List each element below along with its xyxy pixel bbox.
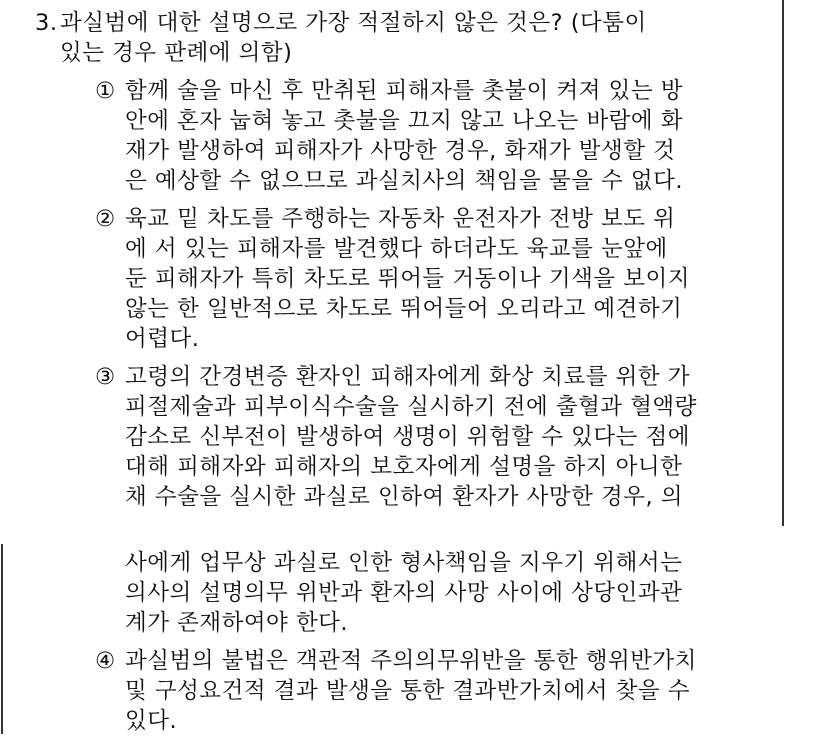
option-text-line: 대해 피해자와 피해자의 보호자에게 설명을 하지 아니한 (125, 454, 683, 480)
option-text-line: 사에게 업무상 과실로 인한 형사책임을 지우기 위해서는 (125, 550, 683, 576)
option-text-line: 은 예상할 수 없으므로 과실치사의 책임을 물을 수 없다. (125, 168, 684, 194)
option-marker: ③ (95, 364, 116, 390)
column-divider-left (1, 544, 3, 734)
question-text-line: 있는 경우 판례에 의함) (60, 40, 293, 66)
question-number: 3. (35, 10, 58, 36)
option-text-line: 채 수술을 실시한 과실로 인하여 환자가 사망한 경우, 의 (125, 484, 684, 510)
option-marker: ① (95, 78, 116, 104)
option-marker: ④ (95, 648, 116, 674)
option-text-line: 재가 발생하여 피해자가 사망한 경우, 화재가 발생할 것 (125, 138, 676, 164)
option-text-line: 및 구성요건적 결과 발생을 통한 결과반가치에서 찾을 수 (125, 678, 690, 704)
option-text-line: 피절제술과 피부이식수술을 실시하기 전에 출혈과 혈액량 (125, 394, 697, 420)
option-text-line: 어렵다. (125, 326, 200, 352)
option-text-line: 감소로 신부전이 발생하여 생명이 위험할 수 있다는 점에 (125, 424, 690, 450)
option-text-line: 계가 존재하여야 한다. (125, 610, 349, 636)
option-text-line: 고령의 간경변증 환자인 피해자에게 화상 치료를 위한 가 (125, 364, 690, 390)
option-text-line: 과실범의 불법은 객관적 주의의무위반을 통한 행위반가치 (125, 648, 697, 674)
column-divider-right (782, 0, 784, 526)
option-text-line: 않는 한 일반적으로 차도로 뛰어들어 오리라고 예견하기 (125, 296, 683, 322)
option-text-line: 의사의 설명의무 위반과 환자의 사망 사이에 상당인과관 (125, 580, 683, 606)
option-marker: ② (95, 206, 116, 232)
option-text-line: 육교 밑 차도를 주행하는 자동차 운전자가 전방 보도 위 (125, 206, 676, 232)
option-text-line: 있다. (125, 708, 178, 734)
option-text-line: 에 서 있는 피해자를 발견했다 하더라도 육교를 눈앞에 (125, 236, 668, 262)
option-text-line: 안에 혼자 눕혀 놓고 촛불을 끄지 않고 나오는 바람에 화 (125, 108, 684, 134)
option-text-line: 둔 피해자가 특히 차도로 뛰어들 거동이나 기색을 보이지 (125, 266, 690, 292)
option-text-line: 함께 술을 마신 후 만취된 피해자를 촛불이 켜져 있는 방 (125, 78, 684, 104)
question-text-line: 과실범에 대한 설명으로 가장 적절하지 않은 것은? (다툼이 (60, 10, 647, 36)
